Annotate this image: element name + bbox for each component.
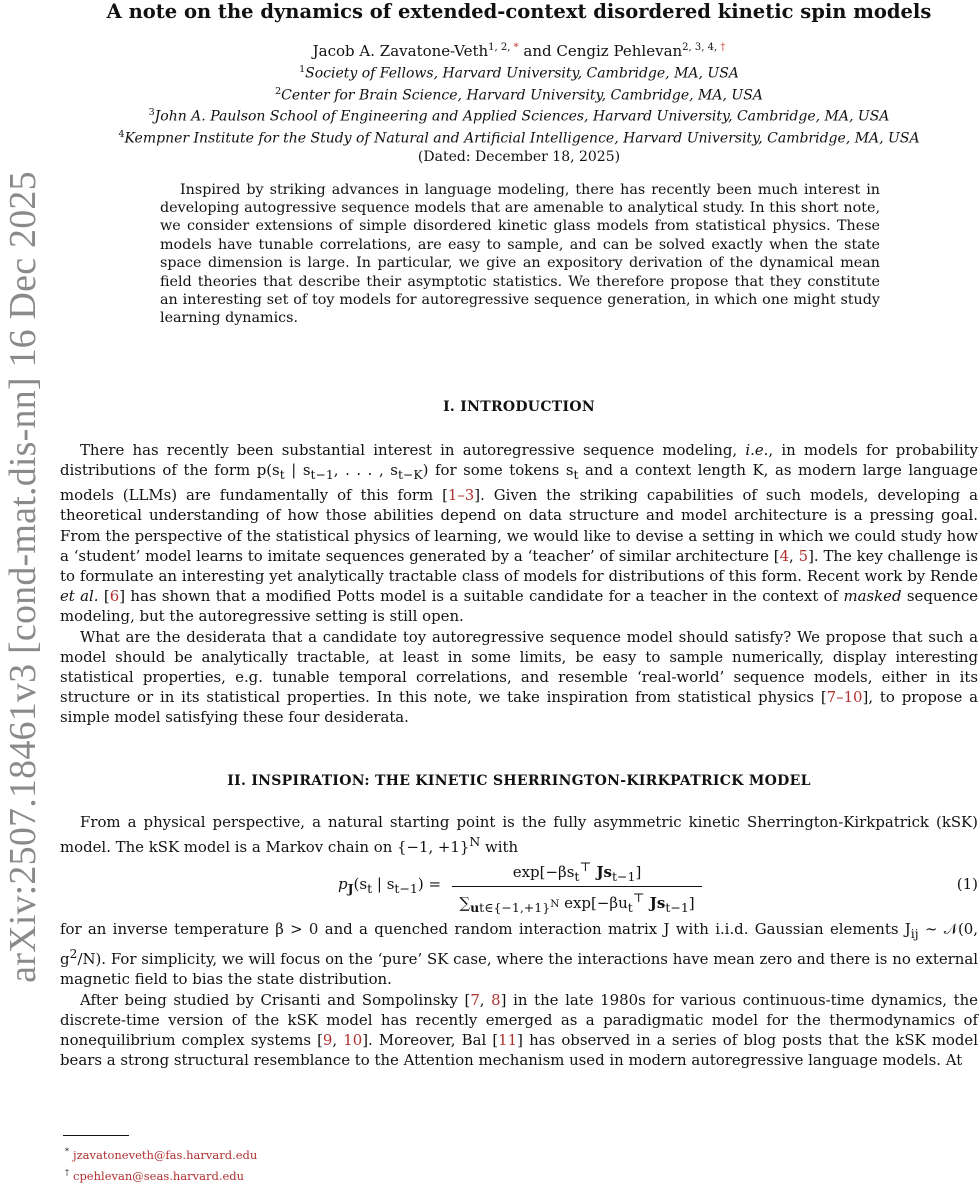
section-heading-introduction: I. INTRODUCTION <box>443 398 595 415</box>
date-line: (Dated: December 18, 2025) <box>417 148 621 165</box>
footnote: * jzavatoneveth@fas.harvard.edu <box>65 1147 258 1162</box>
author-affil-marks: 2, 3, 4, † <box>682 42 726 53</box>
intro-paragraph: What are the desiderata that a candidate toy autoregressive sequence model should satisfy? We propose that such a model should be analytically tractable, at least in some limits, be easy to sample numerically, display interesting statistical properties, e.g. tunable temporal correlations, and resemble ‘real-world’ sequence models, either in its structure or in its statistical properties. In this note, we take inspiration from statistical physics [7–10], to propose a simple model satisfying these four desiderata. <box>60 627 978 727</box>
equation-denominator: $\sum_{ut\in\{-1,+1\}^N}$ $\exp[-\beta u_t^⊤$ $Js_{t-1}$] <box>452 886 702 915</box>
section2-paragraph: After being studied by Crisanti and Sompolinsky [7, 8] in the late 1980s for various continuous-time dynamics, the discrete-time version of the kSK model has recently emerged as a paradigmatic model for the thermodynamics of nonequilibrium complex systems [9, 10]. Moreover, Bal [11] has observed in a series of blog posts that the kSK model bears a strong structural resemblance to the Attention mechanism used in modern autoregressive language models. At <box>60 990 979 1070</box>
section2-paragraph: for an inverse temperature β > 0 and a quenched random interaction matrix J with i.i.d. Gaussian elements $J_{ij}$ ∼ 𝒩(0, $g^2/N$). For simplicity, we will focus on the ‘pure’ SK case, where the interactions have mean zero and there is no external magnetic field to bias the state distribution. <box>60 920 978 989</box>
section2-paragraph: From a physical perspective, a natural starting point is the fully asymmetric kinetic Sherrington-Kirkpatrick (kSK) model. The kSK model is a Markov chain on {−1, +1}$^N$ with <box>60 812 978 856</box>
intro-paragraph: There has recently been substantial interest in autoregressive sequence modeling, i.e., in models for probability distributions of the form $p(s_t$ | $s_{t-1}$, . . . , $s_{t-K}$) for some tokens $s_t$ and a context length K, as modern large language models (LLMs) are fundamentally of this form [1–3]. Given the striking capabilities of such models, developing a theoretical understanding of how those abilities depend on data structure and model architecture is a pressing goal. From the perspective of the statistical physics of learning, we would like to devise a setting in which we could study how a ‘student’ model learns to imitate sequences generated by a ‘teacher’ of similar architecture [4, 5]. The key challenge is to formulate an interesting yet analytically tractable class of models for distributions of this form. Recent work by Rende et al. [6] has shown that a modified Potts model is a suitable candidate for a teacher in the context of masked sequence modeling, but the autoregressive setting is still open. <box>60 440 979 626</box>
equation-number: (1) <box>956 875 978 894</box>
paper-page <box>60 0 979 1183</box>
citation-link[interactable]: 10 <box>343 1031 363 1050</box>
affiliation: $^2$Center for Brain Science, Harvard University, Cambridge, MA, USA <box>275 85 763 104</box>
citation-link[interactable]: 7–10 <box>826 688 863 707</box>
citation-link[interactable]: 1–3 <box>447 486 475 505</box>
abstract: Inspired by striking advances in language modeling, there has recently been much interest in developing autogressive sequence models that are amenable to analytical study. In this short note, we consider extensions of simple disordered kinetic glass models from statistical physics. These models have tunable correlations, are easy to sample, and can be solved exactly when the state space dimension is large. In particular, we give an expository derivation of the dynamical mean field theories that describe their asymptotic statistics. We therefore propose that they constitute an interesting set of toy models for autoregressive sequence generation, in which one might study learning dynamics. <box>160 181 880 327</box>
author-line <box>60 38 978 61</box>
citation-link[interactable]: 11 <box>498 1031 518 1050</box>
author-conjunction: and <box>518 42 557 60</box>
email-link[interactable]: cpehlevan@seas.harvard.edu <box>73 1168 245 1183</box>
footnote-list <box>65 1143 257 1185</box>
paper-title: A note on the dynamics of extended-context disordered kinetic spin models <box>106 0 932 23</box>
section-heading-kinetic-sk: II. INSPIRATION: THE KINETIC SHERRINGTON-KIRKPATRICK MODEL <box>227 772 811 789</box>
citation-link[interactable]: 4 <box>779 546 790 565</box>
equation-fraction <box>452 859 702 915</box>
equation-1 <box>60 857 978 919</box>
equation-lhs: $p_J(s_t$ | $s_{t-1}$) = <box>338 875 442 897</box>
affiliation-list <box>60 61 978 148</box>
email-link[interactable]: jzavatoneveth@fas.harvard.edu <box>73 1147 258 1162</box>
citation-link[interactable]: 9 <box>322 1031 333 1050</box>
equation-numerator: $\exp[-\beta s_t^⊤$ $Js_{t-1}$] <box>512 859 642 885</box>
author-name: Jacob A. Zavatone-Veth <box>312 42 489 60</box>
citation-link[interactable]: 5 <box>798 546 809 565</box>
affiliation: $^4$Kempner Institute for the Study of Natural and Artificial Intelligence, Harvard University, Cambridge, MA, USA <box>118 128 920 147</box>
affiliation: $^1$Society of Fellows, Harvard University, Cambridge, MA, USA <box>299 64 739 82</box>
citation-link[interactable]: 6 <box>109 587 120 606</box>
author-name: Cengiz Pehlevan <box>556 42 683 60</box>
citation-link[interactable]: 8 <box>491 990 501 1009</box>
author-affil-marks: 1, 2, * <box>488 42 519 53</box>
footnote: † cpehlevan@seas.harvard.edu <box>65 1167 245 1183</box>
arxiv-identifier-sidebar: arXiv:2507.18461v3 [cond-mat.dis-nn] 16 Dec 2025 <box>2 171 44 983</box>
footnote-rule <box>63 1135 129 1136</box>
affiliation: $^3$John A. Paulson School of Engineering and Applied Sciences, Harvard University, Cambridge, MA, USA <box>148 107 890 125</box>
citation-link[interactable]: 7 <box>470 990 480 1009</box>
